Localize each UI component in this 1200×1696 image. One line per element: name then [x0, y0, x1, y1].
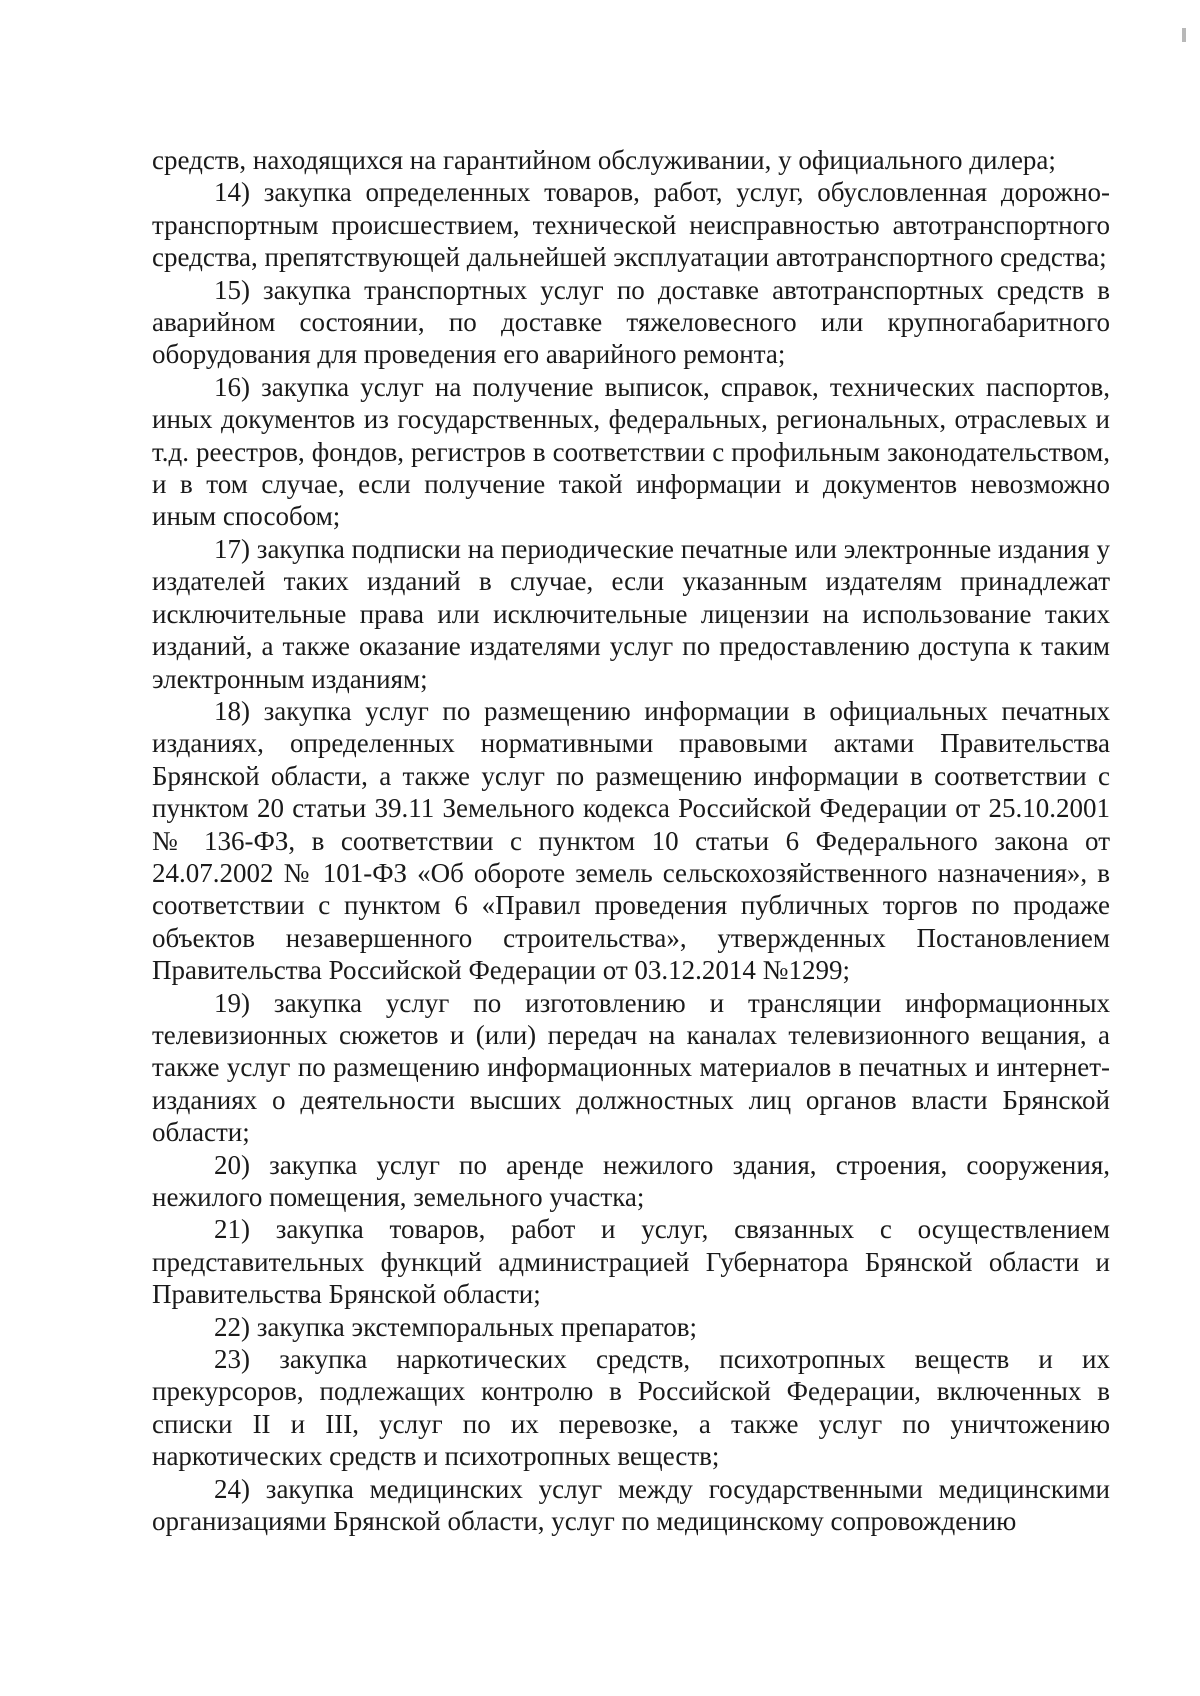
paragraph-continuation: средств, находящихся на гарантийном обслуживании, у официального дилера;	[152, 145, 1056, 175]
list-item-20: 20) закупка услуг по аренде нежилого здания, строения, сооружения, нежилого помещения, земельного участка;	[152, 1149, 1110, 1212]
list-item-21: 21) закупка товаров, работ и услуг, связанных с осуществлением представительных функций администрацией Губернатора Брянской области и Правительства Брянской области;	[152, 1214, 1110, 1310]
list-item-14: 14) закупка определенных товаров, работ, услуг, обусловленная дорожно-транспортным происшествием, технической неисправностью автотранспортного средства, препятствующей дальнейшей эксплуатации автотранспортного средства;	[152, 177, 1110, 273]
list-item-15: 15) закупка транспортных услуг по доставке автотранспортных средств в аварийном состоянии, по доставке тяжеловесного или крупногабаритного оборудования для проведения его аварийного ремонта;	[152, 274, 1110, 370]
list-item-24: 24) закупка медицинских услуг между государственными медицинскими организациями Брянской области, услуг по медицинскому сопровождению	[152, 1473, 1110, 1537]
scan-edge-mark	[1182, 28, 1186, 42]
list-item-17: 17) закупка подписки на периодические печатные или электронные издания у издателей таких изданий в случае, если указанным издателям принадлежат исключительные права или исключительные лицензии на использование таких изданий, а также оказание издателями услуг по предоставлению доступа к таким электронным изданиям;	[152, 533, 1110, 694]
list-item-23: 23) закупка наркотических средств, психотропных веществ и их прекурсоров, подлежащих контролю в Российской Федерации, включенных в списки II и III, услуг по их перевозке, а также услуг по уничтожению наркотических средств и психотропных веществ;	[152, 1344, 1110, 1472]
list-item-19: 19) закупка услуг по изготовлению и трансляции информационных телевизионных сюжетов и (или) передач на каналах телевизионного вещания, а также услуг по размещению информационных материалов в печатных и интернет-изданиях о деятельности высших должностных лиц органов власти Брянской области;	[152, 987, 1110, 1148]
document-page	[152, 144, 1110, 1537]
list-item-18: 18) закупка услуг по размещению информации в официальных печатных изданиях, определенных нормативными правовыми актами Правительства Брянской области, а также услуг по размещению информации в соответствии с пунктом 20 статьи 39.11 Земельного кодекса Российской Федерации от 25.10.2001 № 136-ФЗ, в соответствии с пунктом 10 статьи 6 Федерального закона от 24.07.2002 № 101-ФЗ «Об обороте земель сельскохозяйственного назначения», в соответствии с пунктом 6 «Правил проведения публичных торгов по продаже объектов незавершенного строительства», утвержденных Постановлением Правительства Российской Федерации от 03.12.2014 №1299;	[152, 695, 1110, 986]
list-item-16: 16) закупка услуг на получение выписок, справок, технических паспортов, иных документов из государственных, федеральных, региональных, отраслевых и т.д. реестров, фондов, регистров в соответствии с профильным законодательством, и в том случае, если получение такой информации и документов невозможно иным способом;	[152, 371, 1110, 532]
list-item-22: 22) закупка экстемпоральных препаратов;	[214, 1311, 698, 1342]
